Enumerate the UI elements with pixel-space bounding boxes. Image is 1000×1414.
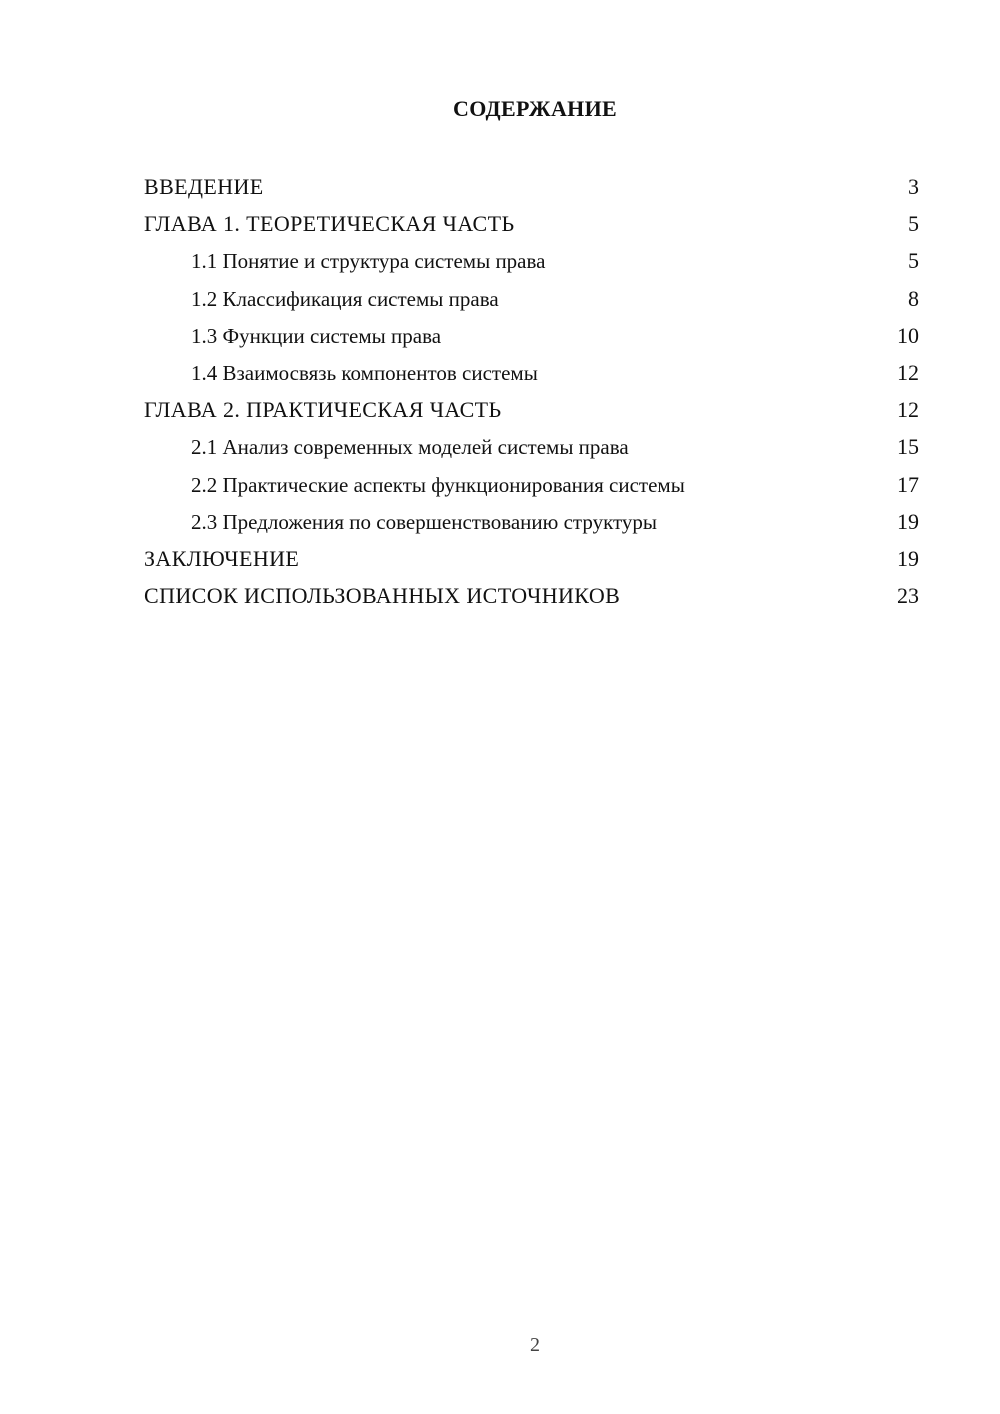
page-number: 2	[530, 1334, 540, 1356]
toc-entry-page: 10	[897, 322, 919, 348]
toc-entry-page: 19	[897, 545, 919, 571]
toc-entry-page: 5	[908, 248, 919, 274]
toc-entry-section-1-4	[144, 354, 919, 391]
toc-entry-section-2-2	[144, 466, 919, 503]
toc-entry-page: 12	[897, 397, 919, 423]
toc-entry-section-2-3	[144, 503, 919, 540]
toc-entry-page: 5	[908, 211, 919, 237]
toc-entry-label: ЗАКЛЮЧЕНИЕ	[144, 545, 300, 571]
toc-entry-section-1-3	[144, 317, 919, 354]
toc-entry-label: ГЛАВА 1. ТЕОРЕТИЧЕСКАЯ ЧАСТЬ	[144, 211, 515, 237]
toc-entry-section-1-2	[144, 280, 919, 317]
toc-entry-label: 1.3 Функции системы права	[191, 323, 442, 348]
toc-entry-page: 8	[908, 285, 919, 311]
toc-entry-page: 23	[897, 583, 919, 609]
toc-entry-label: ВВЕДЕНИЕ	[144, 174, 264, 199]
toc-entry-label: СПИСОК ИСПОЛЬЗОВАННЫХ ИСТОЧНИКОВ	[144, 583, 621, 609]
toc-entry-page: 3	[908, 174, 919, 199]
toc-entry-references	[144, 577, 919, 614]
toc-entry-introduction	[144, 168, 919, 205]
toc-entry-label: ГЛАВА 2. ПРАКТИЧЕСКАЯ ЧАСТЬ	[144, 397, 502, 423]
toc-entry-conclusion	[144, 540, 919, 577]
toc-title: СОДЕРЖАНИЕ	[453, 96, 617, 121]
toc-entry-section-1-1	[144, 242, 919, 279]
toc-entry-page: 17	[897, 471, 919, 497]
toc-entry-chapter-1	[144, 205, 919, 242]
toc-entry-section-2-1	[144, 428, 919, 465]
toc-entry-page: 19	[897, 508, 919, 534]
table-of-contents	[144, 168, 919, 614]
toc-entry-page: 15	[897, 434, 919, 460]
toc-entry-chapter-2	[144, 391, 919, 428]
toc-entry-label: 1.1 Понятие и структура системы права	[191, 249, 546, 274]
toc-entry-page: 12	[897, 359, 919, 385]
toc-entry-label: 2.3 Предложения по совершенствованию структуры	[191, 509, 657, 534]
toc-entry-label: 1.4 Взаимосвязь компонентов системы	[191, 360, 538, 385]
toc-entry-label: 2.1 Анализ современных моделей системы права	[191, 435, 629, 460]
toc-entry-label: 1.2 Классификация системы права	[191, 286, 499, 311]
toc-entry-label: 2.2 Практические аспекты функционирования системы	[191, 472, 685, 497]
